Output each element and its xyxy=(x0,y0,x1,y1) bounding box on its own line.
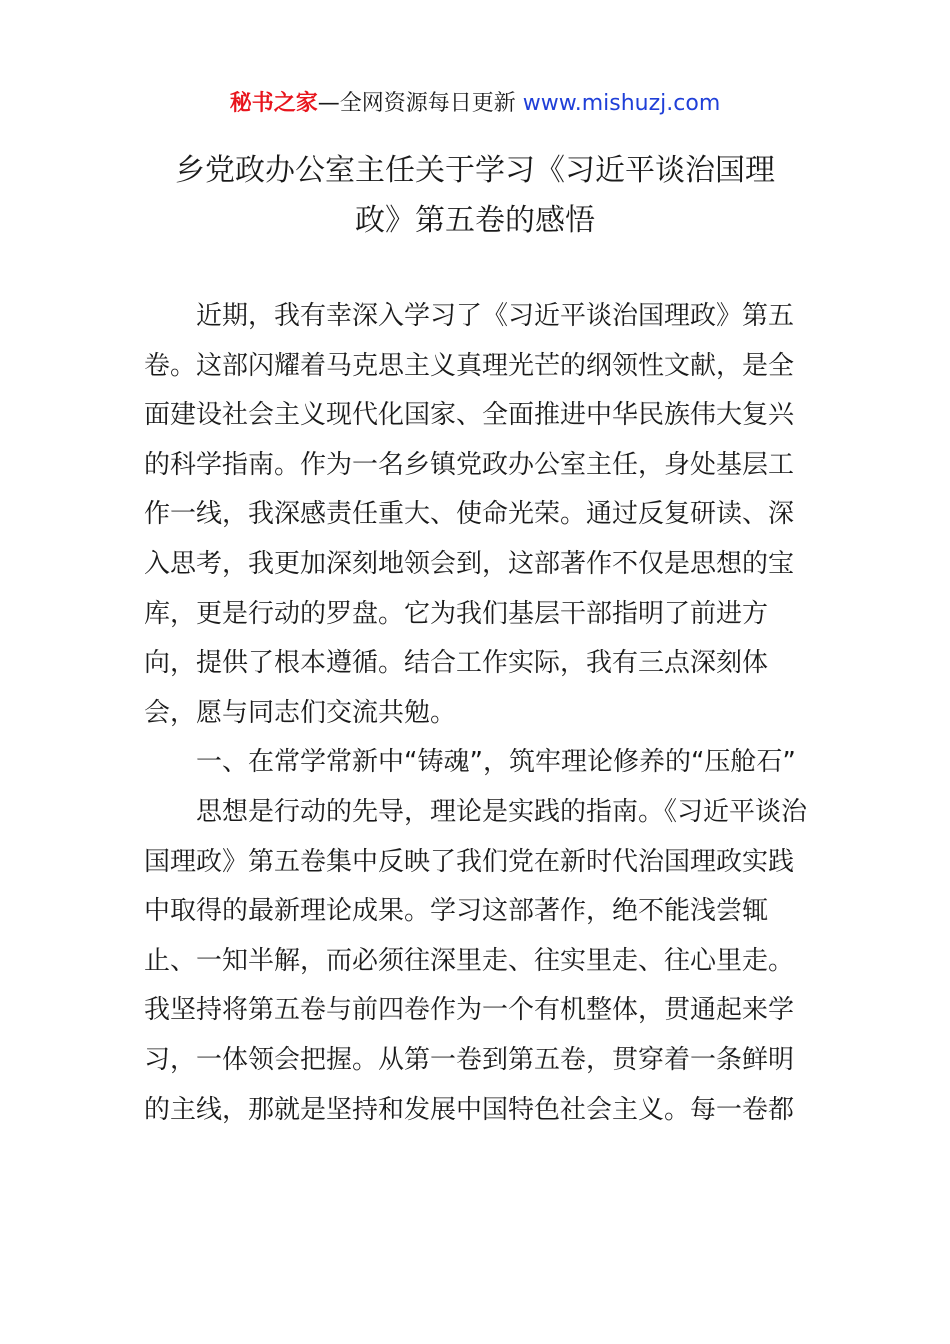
paragraph-section-1: 思想是行动的先导，理论是实践的指南。《习近平谈治国理政》第五卷集中反映了我们党在新时代治国理政实践中取得的最新理论成果。学习这部著作，绝不能浅尝辄止、一知半解，而必须往深里走、往实里走、往心里走。我坚持将第五卷与前四卷作为一个有机整体，贯通起来学习，一体领会把握。从第一卷到第五卷，贯穿着一条鲜明的主线，那就是坚持和发展中国特色社会主义。每一卷都 xyxy=(144,796,808,1125)
document-body xyxy=(144,292,810,1135)
section-heading-1: 一、在常学常新中“铸魂”，筑牢理论修养的“压舱石” xyxy=(196,747,796,778)
title-line-2: 政》第五卷的感悟 xyxy=(355,203,595,238)
brand-name: 秘书之家 xyxy=(229,91,318,116)
document-title xyxy=(140,146,810,246)
paragraph-intro: 近期，我有幸深入学习了《习近平谈治国理政》第五卷。这部闪耀着马克思主义真理光芒的纲领性文献，是全面建设社会主义现代化国家、全面推进中华民族伟大复兴的科学指南。作为一名乡镇党政办公室主任，身处基层工作一线，我深感责任重大、使命光荣。通过反复研读、深入思考，我更加深刻地领会到，这部著作不仅是思想的宝库，更是行动的罗盘。它为我们基层干部指明了前进方向，提供了根本遵循。结合工作实际，我有三点深刻体会，愿与同志们交流共勉。 xyxy=(144,301,795,728)
site-header xyxy=(0,88,950,120)
site-url-link[interactable]: www.mishuzj.com xyxy=(522,91,721,116)
header-tagline: —全网资源每日更新 xyxy=(317,91,523,116)
title-line-1: 乡党政办公室主任关于学习《习近平谈治国理 xyxy=(175,153,775,188)
